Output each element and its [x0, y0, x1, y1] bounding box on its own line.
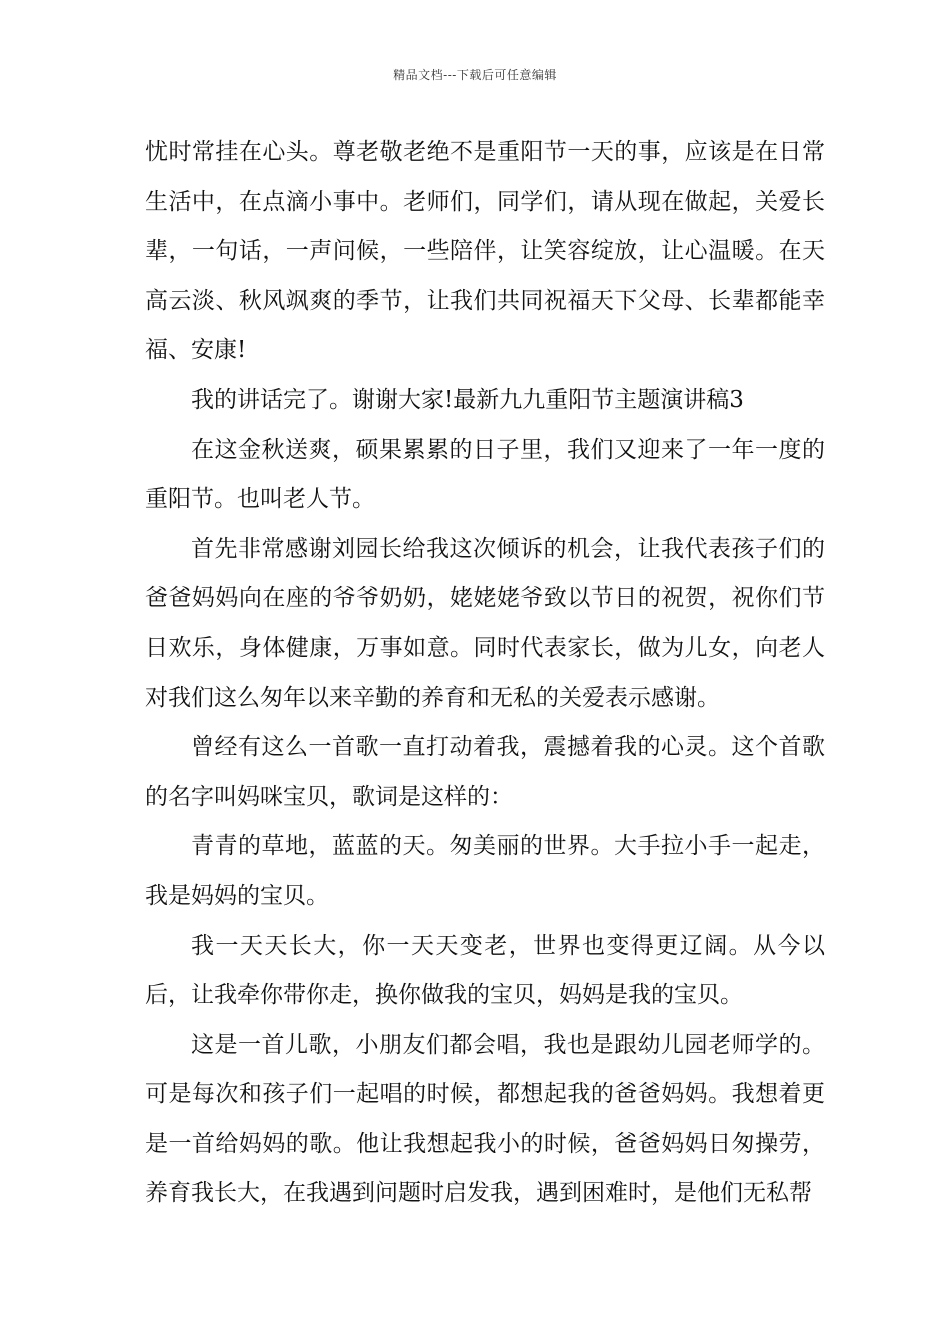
paragraph-7: 我一天天长大，你一天天变老，世界也变得更辽阔。从今以后，让我牵你带你走，换你做我的宝贝，妈妈是我的宝贝。: [145, 932, 825, 1009]
paragraph-3: 在这金秋送爽，硕果累累的日子里，我们又迎来了一年一度的重阳节。也叫老人节。: [145, 436, 825, 513]
paragraph-8: 这是一首儿歌，小朋友们都会唱，我也是跟幼儿园老师学的。可是每次和孩子们一起唱的时候，都想起我的爸爸妈妈。我想着更是一首给妈妈的歌。他让我想起我小的时候，爸爸妈妈日匆操劳，养育我长大，在我遇到问题时启发我，遇到困难时，是他们无私帮: [145, 1031, 825, 1207]
document-body: [145, 128, 825, 1219]
paragraph-4: 首先非常感谢刘园长给我这次倾诉的机会，让我代表孩子们的爸爸妈妈向在座的爷爷奶奶，姥姥姥爷致以节日的祝贺，祝你们节日欢乐，身体健康，万事如意。同时代表家长，做为儿女，向老人对我们这么匆年以来辛勤的养育和无私的关爱表示感谢。: [145, 535, 825, 711]
paragraph-5: 曾经有这么一首歌一直打动着我，震撼着我的心灵。这个首歌的名字叫妈咪宝贝，歌词是这样的：: [145, 734, 825, 810]
paragraph-6: 青青的草地，蓝蓝的天。匆美丽的世界。大手拉小手一起走，我是妈妈的宝贝。: [145, 833, 825, 909]
page-header: 精品文档---下载后可任意编辑: [393, 68, 557, 82]
paragraph-2: 我的讲话完了。谢谢大家!最新九九重阳节主题演讲稿3: [191, 386, 744, 413]
paragraph-1: 忧时常挂在心头。尊老敬老绝不是重阳节一天的事，应该是在日常生活中，在点滴小事中。老师们，同学们，请从现在做起，关爱长辈，一句话，一声问候，一些陪伴，让笑容绽放，让心温暖。在天高云淡、秋风飒爽的季节，让我们共同祝福天下父母、长辈都能幸福、安康!: [145, 139, 825, 364]
